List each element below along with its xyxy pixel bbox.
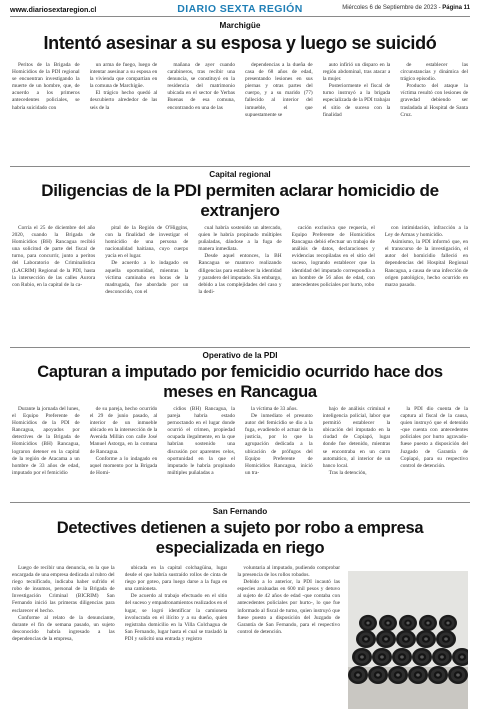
page-number: 11	[463, 5, 470, 11]
section-divider	[10, 347, 470, 348]
hose-roll	[356, 673, 360, 676]
article-2-body	[12, 225, 468, 329]
paragraph: dependencias a la dueña de casa de 68 años de edad, presentando lesiones en sus piernas y otras partes del cuerpo, y a su marido (77) fallecido al interior del inmueble, el que supuestamente se	[245, 62, 313, 118]
paragraph: la PDI dio cuenta de la captura al fiscal de la causa, quien instruyó que el detenido -que cuenta con antecedentes policiales por hurto agravado- fuese puesto a disposición del Juzgado de Garantía de Copiapó, para su respectivo control de detención.	[400, 406, 469, 469]
article-3-column	[167, 406, 235, 502]
paragraph: cidios (BH) Rancagua, la pareja habría estado pernoctando en el lugar donde ocurrió el crimen, propiedad ocupada ilegalmente, en la que habrían sostenido una discusión por aparentes celos, oportunidad en la que el imputado le habría propinado múltiples puñaladas a	[167, 406, 236, 476]
article-3-column	[245, 406, 313, 502]
article-1-column	[167, 62, 235, 164]
article-2-column	[292, 225, 375, 329]
article-4-headline: Detectives detienen a sujeto por robo a empresa especializada en riego	[56, 519, 424, 557]
article-4-column	[125, 565, 228, 709]
article-3-headline: Capturan a imputado por femicidio ocurrido hace dos meses en Rancagua	[37, 363, 443, 401]
paragraph: Tras la detención,	[328, 469, 367, 476]
section-divider	[10, 166, 470, 167]
article-1-column	[12, 62, 80, 164]
article-3-kicker: Operativo de la PDI	[202, 351, 278, 360]
paragraph: la víctima de 33 años.	[251, 406, 298, 412]
article-1-column	[323, 62, 391, 164]
hose-roll	[444, 637, 448, 640]
paragraph: Asimismo, la PDI informó que, en el transcurso de la investigación, el autor del homicidio falleció en dependencias del Hospital Regional Rancagua, a causa de una infección de origen patológico, hecho ocurrido en marzo pasado.	[384, 239, 469, 288]
hose-roll	[380, 655, 384, 658]
paragraph: un arma de fuego, luego de intentar asesinar a su esposa en la vivienda que compartían en la comuna de Marchigüe.	[89, 62, 158, 90]
article-2-column	[12, 225, 95, 329]
paragraph: Durante la jornada del lunes, el Equipo Preferente de Homicidios de la PDI de Rancagua, apoyados por detectives de la Brigada de Homicidios (BH) Rancagua, lograron detener en la capital de la región de Atacama a un hombre de 33 años de edad, imputado por el femicidio	[12, 406, 80, 476]
article-1-column	[90, 62, 158, 164]
paragraph: Producto del ataque la víctima resultó con lesiones de gravedad debiendo ser trasladada al Hospital de Santa Cruz.	[400, 83, 469, 118]
article-2-headline: Diligencias de la PDI permiten aclarar homicidio de extranjero	[41, 181, 439, 220]
paragraph: De acuerdo a lo indagado en aquella oportunidad, mientras la víctima caminaba en horas de la madrugada, fue abordado por un desconocido, con el	[105, 260, 189, 295]
article-1-body	[12, 62, 468, 164]
article-2-column	[198, 225, 281, 329]
article-1-column	[400, 62, 468, 164]
hose-roll	[446, 622, 449, 625]
hose-roll	[400, 655, 404, 658]
paragraph: Corría el 25 de diciembre del año 2020, cuando la Brigada de Homicidios (BH) Rancagua recibió una solicitud de parte del fiscal de turno, para concurrir, junto a peritos del Laboratorio de Criminalística (LACRIM) Regional de la PDI, hasta la intersección de las calles Aurora con Rubio, en la capital de la ca-	[12, 225, 96, 288]
section-divider	[10, 502, 470, 503]
hose-roll	[376, 673, 380, 676]
hose-roll	[426, 622, 429, 625]
paragraph: voluntaria al imputado, pudiendo comprobar la presencia de los rollos robados.	[237, 565, 341, 579]
paragraph: pital de la Región de O'Higgins, con la finalidad de investigar el homicidio de una persona de nacionalidad haitiana, cuyo cuerpo yacía en el lugar.	[105, 225, 189, 260]
paragraph: cación exclusiva que requería, el Equipo Preferente de Homicidios Rancagua debió efectuar un trabajo de análisis de datos, declaraciones y evidencias recopiladas en el sitio del suceso, logrando establecer que la identidad del imputado correspondía a un hombre de 56 años de edad, con antecedentes policiales por hurto, robo	[291, 225, 375, 288]
hose-roll	[396, 673, 400, 676]
hose-roll	[456, 673, 460, 676]
hose-roll	[360, 655, 364, 658]
paragraph: Peritos de la Brigada de Homicidios de la PDI regional se encuentran investigando la muerte de un hombre, que, de acuerdo a los primeros antecedentes policiales, se habría suicidado con	[12, 62, 80, 111]
newspaper-name: DIARIO SEXTA REGIÓN	[177, 3, 303, 15]
article-1-headline: Intentó asesinar a su esposa y luego se suicidó	[43, 33, 437, 53]
hose-roll	[460, 655, 464, 658]
article-4-column	[12, 565, 115, 709]
paragraph: El trágico hecho quedó al descubierto alrededor de las seis de la	[89, 90, 158, 111]
paragraph: De acuerdo al trabajo efectuado en el sitio del suceso y empadronamientos realizados en el lugar, se logró identificar la camioneta involucrada en el ilícito y a su dueño, quien registraba domicilio en la Villa Colchagua de San Fernando, lugar hasta el cual se trasladó la PDI y solicitó una entrada y registro	[124, 593, 228, 642]
article-1-column	[245, 62, 313, 164]
paragraph: de su pareja, hecho ocurrido el 29 de junio pasado, al interior de un inmueble ubicado en la intersección de la Avenida Millán con calle José Manuel Astorga, en la comuna de Rancagua.	[89, 406, 158, 455]
article-4-kicker: San Fernando	[212, 507, 268, 516]
hose-roll	[436, 673, 440, 676]
masthead-divider	[10, 16, 470, 17]
paragraph: con intimidación, infracción a la Ley de Armas y homicidio.	[384, 225, 469, 239]
dateline: Miércoles 6 de Septiembre de 2023 - Página 11	[342, 5, 470, 11]
hose-roll	[386, 622, 389, 625]
hose-roll	[384, 637, 388, 640]
paragraph: de establecer las circunstancias y dinámica del trágico episodio.	[400, 62, 469, 83]
hose-roll	[406, 622, 409, 625]
hose-roll	[366, 622, 369, 625]
issue-date: Miércoles 6 de Septiembre de 2023	[342, 5, 437, 11]
hose-roll	[416, 673, 420, 676]
article-1-kicker: Marchigüe	[219, 21, 261, 30]
paragraph: De inmediato el presunto autor del femicidio se dio a la fuga, evadiendo el actuar de la justicia, por lo que la agrupación dedicada a la ubicación de prófugos del Equipo Preferente de Homicidios Rancagua, inició un tra-	[245, 413, 313, 476]
paragraph: Posteriormente el fiscal de turno instruyó a la brigada especializada de la PDI trabajar el sitio de suceso con la finalidad	[322, 83, 391, 118]
paragraph: mañana de ayer cuando carabineros, tras recibir una denuncia, se constituyó en la residencia del matrimonio ubicada en el sector de Yerbas Buenas de esa comuna, encontrando en una de las	[167, 62, 236, 111]
hose-roll	[424, 637, 428, 640]
paragraph: cual habría sostenido un altercado, quien le habría propinado múltiples puñaladas, dándose a la fuga de manera inmediata.	[198, 225, 282, 253]
hose-roll	[420, 655, 424, 658]
hose-roll	[440, 655, 444, 658]
paragraph: auto infirió un disparo en la región abdominal, tras atacar a la mujer.	[322, 62, 391, 83]
hose-roll	[404, 637, 408, 640]
article-2-column	[385, 225, 468, 329]
paragraph: Debido a lo anterior, la PDI incautó las especies avaluadas en 600 mil pesos y detuvo al sujeto de 42 años de edad -que contaba con antecedentes policiales por hurto-, lo que fue informado al fiscal de turno, quien instruyó que fuese puesto a disposición del Juzgado de Garantía de San Fernando, para el respectivo control de detención.	[237, 579, 341, 635]
article-2-column	[105, 225, 188, 329]
paragraph: bajo de análisis criminal e inteligencia policial, labor que permitió establecer la ubicación del imputado en la ciudad de Copiapó, lugar donde fue detenido, mientras se encontraba en un carro automático, al interior de un banco local.	[322, 406, 391, 469]
paragraph: Conforme al relato de la denunciante, durante el fin de semana pasado, un sujeto desconocido habría ingresado a las dependencias de la empresa,	[12, 614, 115, 642]
paragraph: Desde aquel entonces, la BH Rancagua se mantuvo realizando diligencias para establecer la identidad y paradero del imputado. Sin embargo, debido a las complejidades del caso y la dedi-	[198, 253, 282, 295]
page-label: Página	[442, 5, 462, 11]
irrigation-rolls-photo	[348, 571, 468, 709]
article-4-body	[12, 565, 340, 709]
hose-roll	[364, 637, 368, 640]
article-2-kicker: Capital regional	[209, 170, 271, 179]
paragraph: Conforme a lo indagado en aquel momento por la Brigada de Homi-	[89, 455, 158, 476]
article-3-column	[12, 406, 80, 502]
article-4-column	[237, 565, 340, 709]
site-url[interactable]: www.diariosextaregion.cl	[10, 5, 97, 14]
article-3-column	[400, 406, 468, 502]
article-3-column	[323, 406, 391, 502]
article-3-column	[90, 406, 158, 502]
article-3-body	[12, 406, 468, 502]
paragraph: Luego de recibir una denuncia, en la que la encargada de una empresa dedicada al rubro del riego tecnificado, indicaba haber sufrido el robo de insumos, personal de la Brigada de Investigación Criminal (BICRIM) San Fernando inició las primeras diligencias para esclarecer el hecho.	[12, 565, 115, 614]
paragraph: ubicada en la capital colchagüina, lugar desde el que habría sustraído rollos de cinta de riego por goteo, para luego darse a la fuga en una camioneta.	[124, 565, 228, 593]
